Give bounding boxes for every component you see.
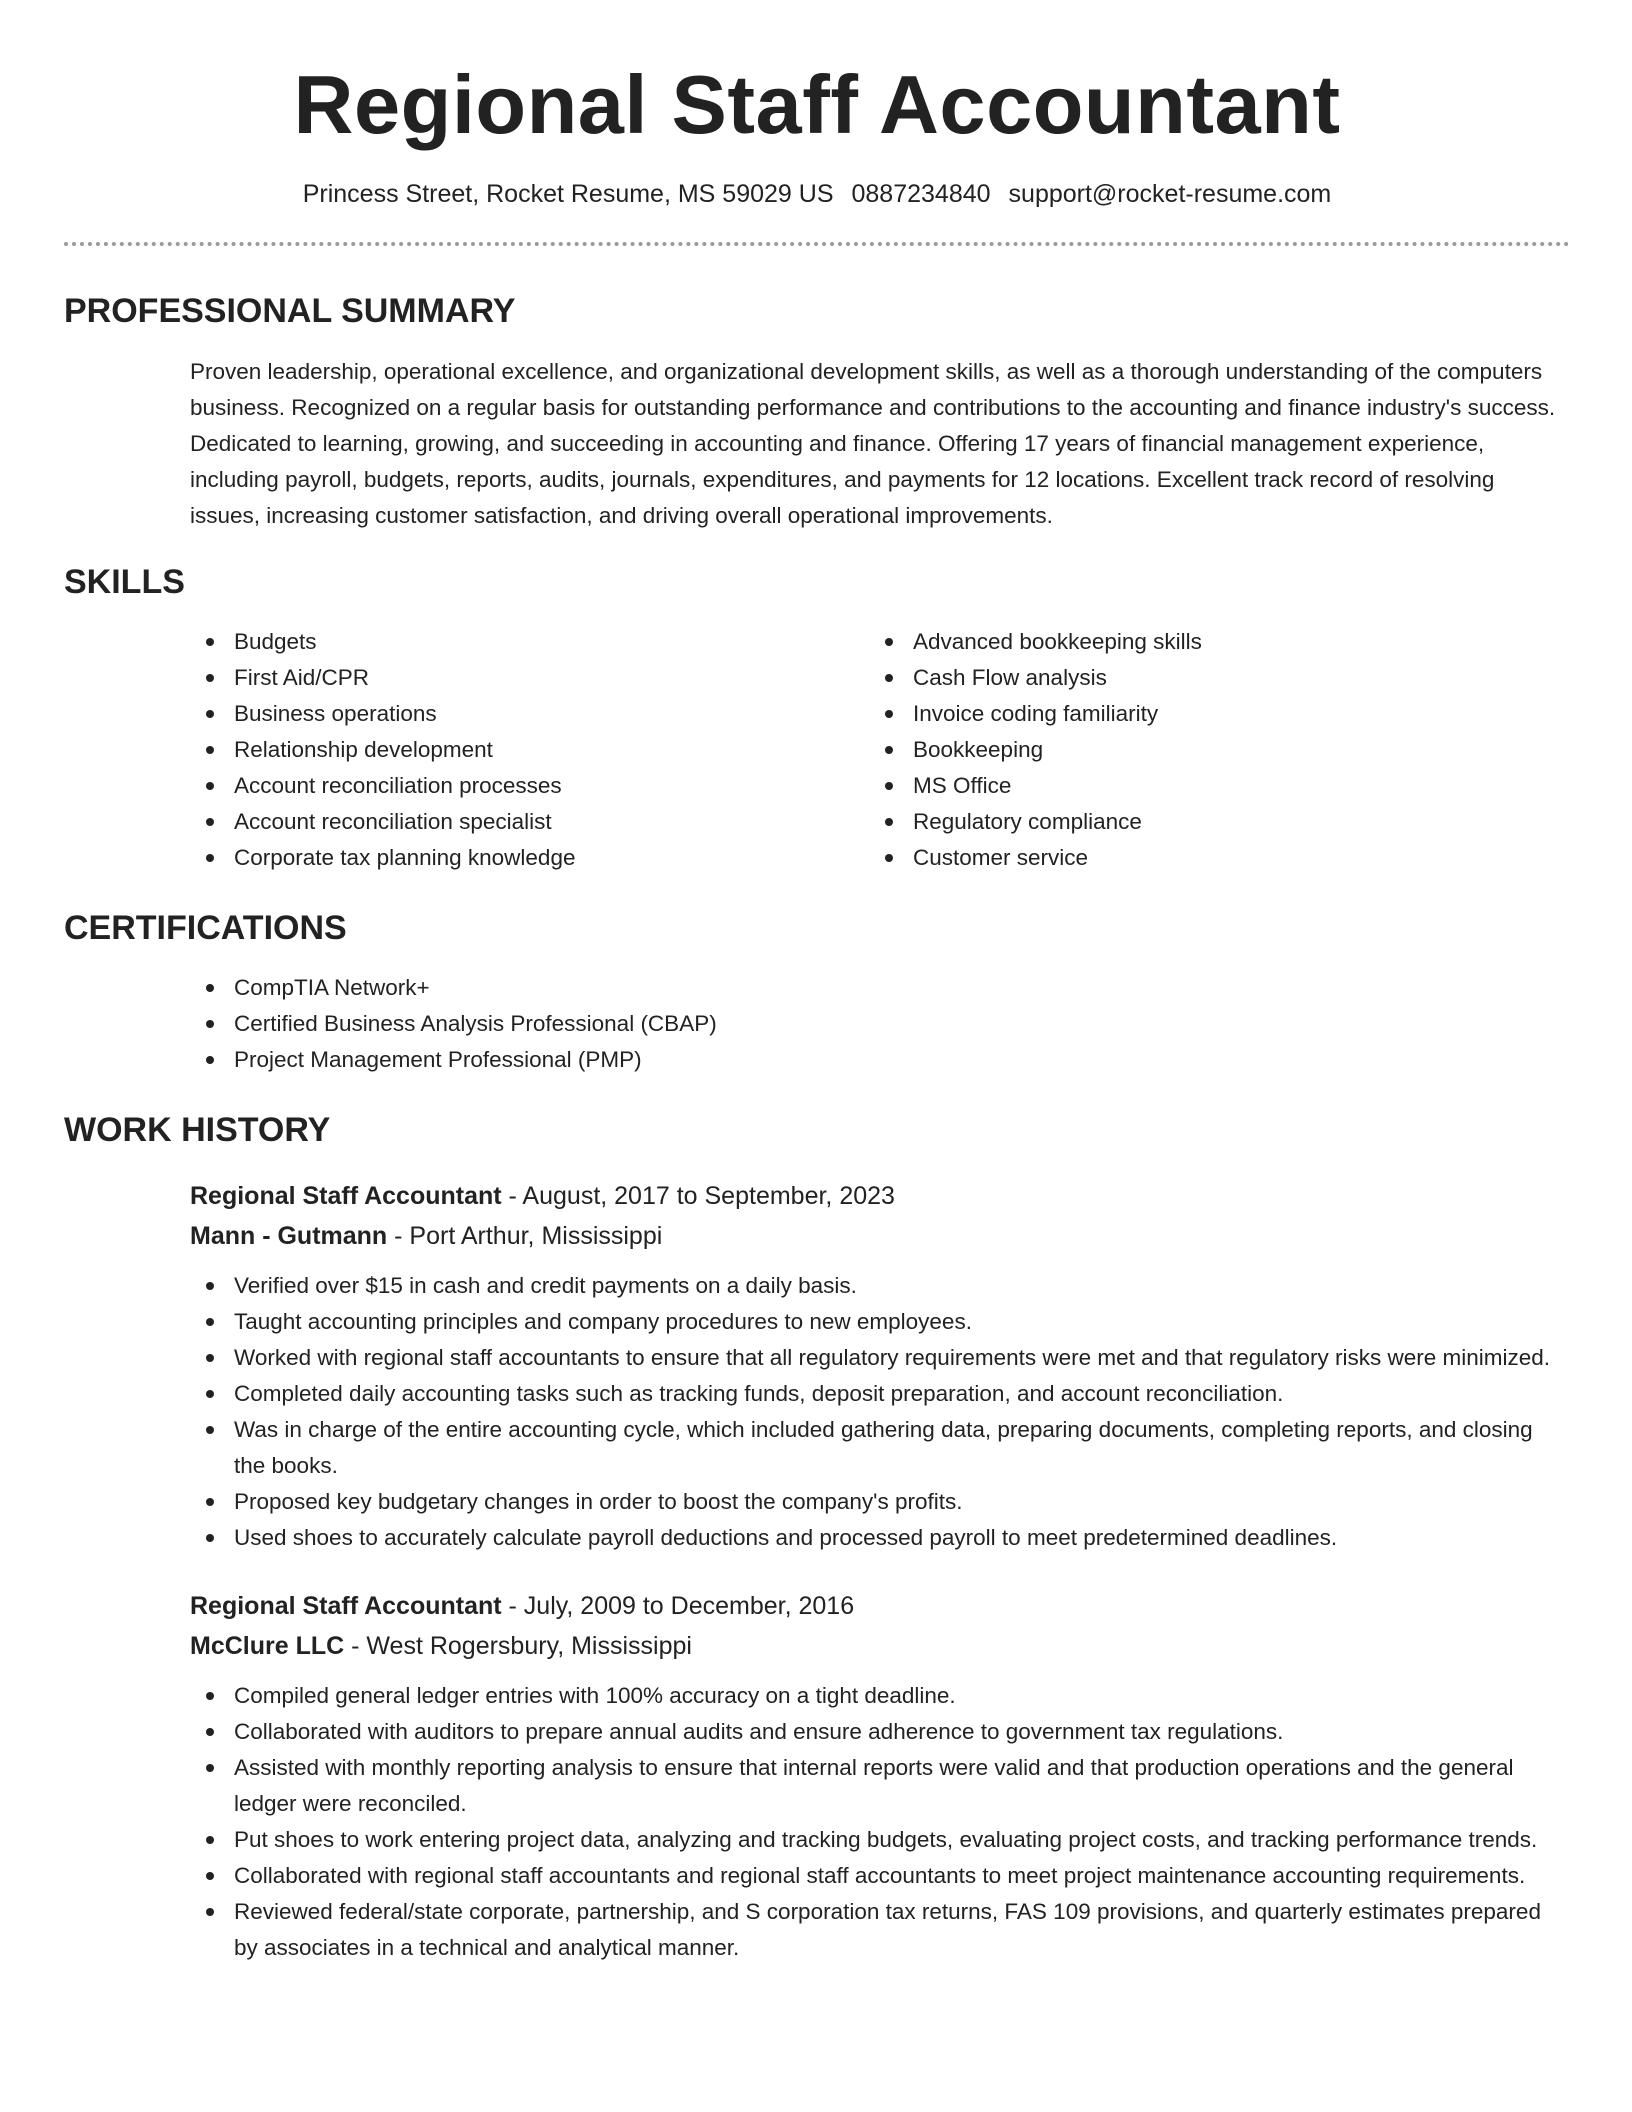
job-title-line (190, 1586, 1570, 1626)
skill-item-text: First Aid/CPR (234, 665, 370, 690)
job-duty-item (190, 1268, 1570, 1304)
skill-item-text: Advanced bookkeeping skills (913, 629, 1202, 654)
certification-item (190, 1042, 1570, 1078)
certifications-list (190, 970, 1570, 1078)
job-duty-item-text: Taught accounting principles and company procedures to new employees. (234, 1309, 972, 1334)
bullet-icon (206, 1692, 214, 1700)
job-duty-item (190, 1858, 1570, 1894)
contact-line (64, 178, 1570, 210)
bullet-icon (206, 1908, 214, 1916)
certification-item (190, 1006, 1570, 1042)
bullet-icon (885, 746, 893, 754)
bullet-icon (885, 638, 893, 646)
job-duty-item-text: Collaborated with regional staff accountants and regional staff accountants to meet project maintenance accounting requirements. (234, 1863, 1526, 1888)
job-duty-item-text: Used shoes to accurately calculate payroll deductions and processed payroll to meet predetermined deadlines. (234, 1525, 1338, 1550)
job-duty-item (190, 1822, 1570, 1858)
header-divider (64, 242, 1570, 246)
job-duty-item-text: Worked with regional staff accountants to ensure that all regulatory requirements were met and that regulatory risks were minimized. (234, 1345, 1551, 1370)
bullet-icon (206, 1056, 214, 1064)
skill-item (190, 624, 869, 660)
bullet-icon (885, 854, 893, 862)
skill-item (190, 804, 869, 840)
summary-text: Proven leadership, operational excellence, and organizational development skills, as well as a thorough understanding of the computers business. Recognized on a regular basis for outstanding performance and contributions to the accounting and finance industry's success. Dedicated to learning, growing, and succeeding in accounting and finance. Offering 17 years of financial management experience, including payroll, budgets, reports, audits, journals, expenditures, and payments for 12 locations. Excellent track record of resolving issues, increasing customer satisfaction, and driving overall operational improvements. (190, 359, 1556, 528)
job-company-line (190, 1626, 1570, 1666)
skills-right-list (869, 624, 1548, 876)
skill-item (869, 696, 1548, 732)
bullet-icon (206, 710, 214, 718)
job-company: McClure LLC (190, 1632, 345, 1660)
job-duty-item (190, 1750, 1570, 1822)
bullet-icon (206, 1728, 214, 1736)
contact-phone: 0887234840 (851, 180, 991, 208)
bullet-icon (206, 1836, 214, 1844)
bullet-icon (206, 746, 214, 754)
job-location: - Port Arthur, Mississippi (387, 1222, 663, 1250)
work-history-heading: WORK HISTORY (64, 1111, 331, 1149)
job-entry (190, 1176, 1570, 1556)
job-duties-list (190, 1678, 1570, 1966)
job-duty-item (190, 1340, 1570, 1376)
job-location: - West Rogersbury, Mississippi (344, 1632, 692, 1660)
job-title-line (190, 1176, 1570, 1216)
skills-columns (190, 624, 1570, 876)
job-duties-list (190, 1268, 1570, 1556)
bullet-icon (206, 1764, 214, 1772)
skill-item (190, 840, 869, 876)
skill-item (869, 768, 1548, 804)
job-duty-item (190, 1894, 1570, 1966)
job-duty-item (190, 1714, 1570, 1750)
skill-item (869, 732, 1548, 768)
skill-item-text: Corporate tax planning knowledge (234, 845, 576, 870)
bullet-icon (885, 710, 893, 718)
skill-item-text: Business operations (234, 701, 437, 726)
job-duty-item-text: Collaborated with auditors to prepare annual audits and ensure adherence to government tax regulations. (234, 1719, 1284, 1744)
job-duty-item-text: Assisted with monthly reporting analysis to ensure that internal reports were valid and that production operations and the general ledger were reconciled. (234, 1755, 1514, 1816)
job-duty-item (190, 1520, 1570, 1556)
certification-item (190, 970, 1570, 1006)
bullet-icon (885, 818, 893, 826)
skills-heading: SKILLS (64, 563, 185, 601)
skill-item-text: Relationship development (234, 737, 493, 762)
contact-address: Princess Street, Rocket Resume, MS 59029 US (302, 180, 834, 208)
skill-item (869, 660, 1548, 696)
bullet-icon (206, 1354, 214, 1362)
job-duty-item-text: Completed daily accounting tasks such as tracking funds, deposit preparation, and account reconciliation. (234, 1381, 1284, 1406)
skill-item-text: MS Office (913, 773, 1012, 798)
job-duty-item (190, 1484, 1570, 1520)
bullet-icon (206, 984, 214, 992)
bullet-icon (206, 1426, 214, 1434)
job-duty-item (190, 1412, 1570, 1484)
job-duty-item-text: Verified over $15 in cash and credit payments on a daily basis. (234, 1273, 857, 1298)
certifications-heading: CERTIFICATIONS (64, 909, 347, 947)
job-duty-item-text: Put shoes to work entering project data, analyzing and tracking budgets, evaluating project costs, and tracking performance trends. (234, 1827, 1538, 1852)
skill-item (190, 768, 869, 804)
job-dates: - August, 2017 to September, 2023 (501, 1182, 895, 1210)
bullet-icon (206, 782, 214, 790)
job-duty-item-text: Compiled general ledger entries with 100% accuracy on a tight deadline. (234, 1683, 956, 1708)
bullet-icon (885, 674, 893, 682)
skill-item (190, 696, 869, 732)
skill-item-text: Invoice coding familiarity (913, 701, 1159, 726)
bullet-icon (206, 1534, 214, 1542)
skills-left-list (190, 624, 869, 876)
skill-item (869, 804, 1548, 840)
job-title: Regional Staff Accountant (190, 1592, 502, 1620)
job-title: Regional Staff Accountant (190, 1182, 502, 1210)
skill-item (869, 840, 1548, 876)
skill-item (869, 624, 1548, 660)
job-entry (190, 1586, 1570, 1966)
job-duty-item-text: Reviewed federal/state corporate, partnership, and S corporation tax returns, FAS 109 provisions, and quarterly estimates prepared by associates in a technical and analytical manner. (234, 1899, 1541, 1960)
bullet-icon (206, 818, 214, 826)
bullet-icon (206, 674, 214, 682)
bullet-icon (206, 1282, 214, 1290)
skill-item-text: Cash Flow analysis (913, 665, 1107, 690)
job-company-line (190, 1216, 1570, 1256)
bullet-icon (206, 1318, 214, 1326)
summary-heading: PROFESSIONAL SUMMARY (64, 292, 516, 330)
bullet-icon (206, 1498, 214, 1506)
job-duty-item (190, 1376, 1570, 1412)
job-duty-item-text: Was in charge of the entire accounting cycle, which included gathering data, preparing documents, completing reports, and closing the books. (234, 1417, 1533, 1478)
certification-item-text: Certified Business Analysis Professional (CBAP) (234, 1011, 717, 1036)
skill-item (190, 732, 869, 768)
certification-item-text: CompTIA Network+ (234, 975, 430, 1000)
skill-item-text: Regulatory compliance (913, 809, 1142, 834)
bullet-icon (885, 782, 893, 790)
bullet-icon (206, 1390, 214, 1398)
skill-item-text: Bookkeeping (913, 737, 1044, 762)
bullet-icon (206, 1020, 214, 1028)
resume-name: Regional Staff Accountant (293, 58, 1341, 151)
skill-item-text: Budgets (234, 629, 317, 654)
certification-item-text: Project Management Professional (PMP) (234, 1047, 642, 1072)
bullet-icon (206, 854, 214, 862)
skill-item (190, 660, 869, 696)
resume-page (64, 50, 1570, 1966)
skill-item-text: Account reconciliation processes (234, 773, 562, 798)
job-duty-item (190, 1678, 1570, 1714)
bullet-icon (206, 638, 214, 646)
job-duty-item (190, 1304, 1570, 1340)
job-company: Mann - Gutmann (190, 1222, 388, 1250)
skill-item-text: Account reconciliation specialist (234, 809, 552, 834)
job-duty-item-text: Proposed key budgetary changes in order to boost the company's profits. (234, 1489, 963, 1514)
skill-item-text: Customer service (913, 845, 1089, 870)
contact-email: support@rocket-resume.com (1008, 180, 1332, 208)
job-dates: - July, 2009 to December, 2016 (501, 1592, 855, 1620)
bullet-icon (206, 1872, 214, 1880)
